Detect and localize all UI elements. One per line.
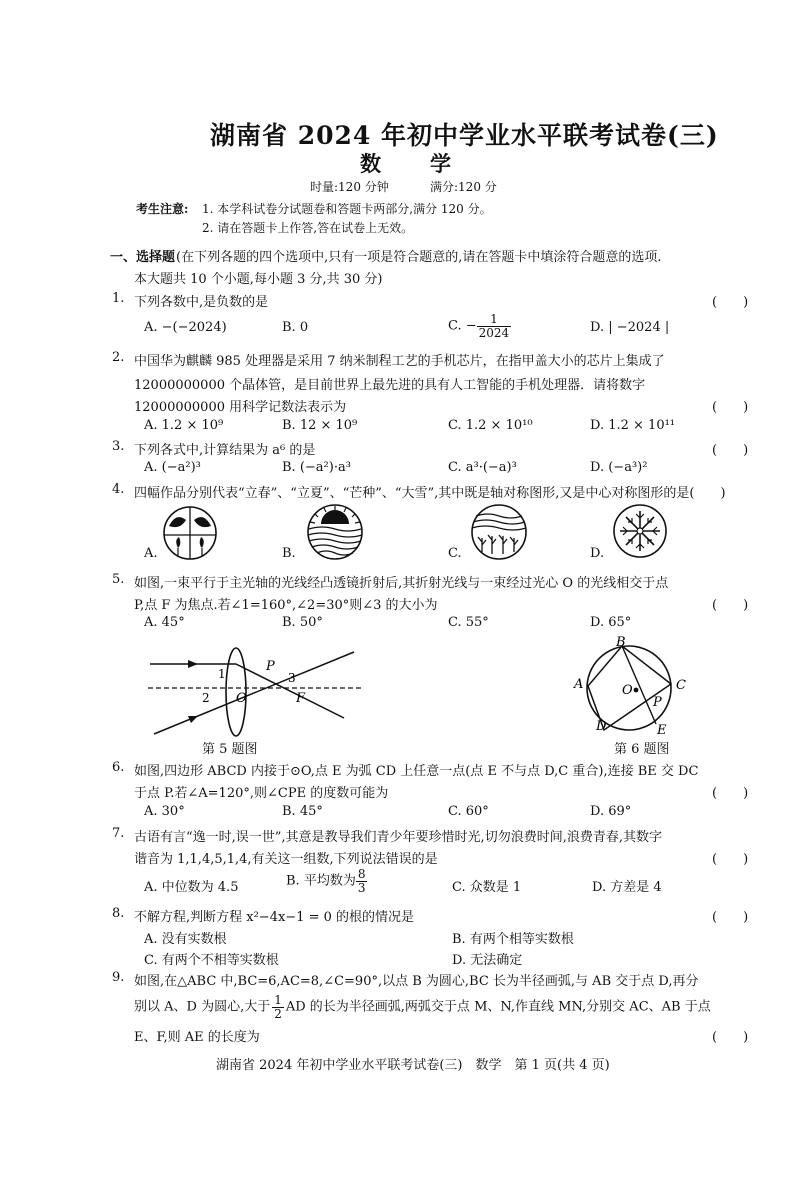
answer-bracket: ( ): [712, 598, 749, 613]
option-b: B. 45°: [282, 804, 323, 819]
option-a: A.: [144, 546, 158, 561]
fraction: [272, 994, 284, 1020]
answer-bracket: ( ): [712, 443, 749, 458]
question-number: 8.: [112, 906, 125, 921]
option-b: [286, 868, 367, 894]
angle-2-label: 2: [202, 691, 210, 705]
option-d: D. | −2024 |: [590, 320, 670, 335]
fraction-numerator: 1: [477, 313, 512, 327]
question-line: 谐音为 1,1,4,5,1,4,有关这一组数,下列说法错误的是: [134, 852, 438, 867]
figure-lichun: [160, 504, 220, 562]
figure-circle-diagram: [566, 634, 696, 738]
question-stem: 不解方程,判断方程 x²−4x−1 = 0 的根的情况是: [134, 910, 415, 925]
figure-lixia: [304, 502, 366, 562]
answer-bracket: ( ): [712, 295, 749, 310]
question-number: 9.: [112, 970, 125, 985]
question-line: 如图,一束平行于主光轴的光线经凸透镜折射后,其折射光线与一束经过光心 O 的光线相交于点: [134, 576, 669, 591]
answer-bracket: ( ): [712, 910, 749, 925]
figure-daxue: [610, 502, 670, 560]
page-title: 湖南省 2024 年初中学业水平联考试卷(三): [210, 121, 719, 150]
question-stem: 四幅作品分别代表“立春”、“立夏”、“芒种”、“大雪”,其中既是轴对称图形,又是中心对称图形的是( ): [134, 486, 726, 501]
option-c: [448, 313, 511, 339]
fraction: [356, 868, 368, 894]
figure-lens-diagram: [144, 640, 368, 740]
answer-bracket: ( ): [712, 1030, 749, 1045]
question-number: 4.: [112, 482, 125, 497]
exam-score: 满分:120 分: [430, 180, 497, 194]
option-b: B. (−a²)·a³: [282, 460, 351, 475]
option-d: D. 1.2 × 10¹¹: [590, 418, 676, 433]
option-d: D. 65°: [590, 615, 632, 630]
question-line: 12000000000 用科学记数法表示为: [134, 400, 347, 415]
subject-title: 数 学: [360, 151, 465, 176]
point-e-label: E: [657, 723, 667, 738]
page-footer: 湖南省 2024 年初中学业水平联考试卷(三) 数学 第 1 页(共 4 页): [216, 1058, 610, 1073]
point-o-label: O: [622, 683, 633, 698]
question-line: P,点 F 为焦点.若∠1=160°,∠2=30°则∠3 的大小为: [134, 598, 438, 613]
fraction: [477, 313, 512, 339]
option-d: D. 无法确定: [452, 953, 523, 968]
option-c: C. 众数是 1: [452, 880, 522, 895]
point-c-label: C: [676, 678, 686, 693]
fraction-denominator: 2024: [478, 325, 510, 340]
section-heading: 一、选择题: [110, 250, 176, 265]
option-a: A. (−a²)³: [144, 460, 201, 475]
point-p-label: P: [266, 659, 275, 674]
section-description-2: 本大题共 10 个小题,每小题 3 分,共 30 分): [134, 272, 383, 287]
figure-mangzhong: [468, 502, 530, 562]
option-b: B.: [282, 546, 296, 561]
question-text: AD 的长为半径画弧,两弧交于点 M、N,作直线 MN,分别交 AC、AB 于点: [285, 999, 711, 1015]
question-line: 中国华为麒麟 985 处理器是采用 7 纳米制程工艺的手机芯片，在指甲盖大小的芯片上集成了: [134, 354, 665, 369]
point-b-label: B: [616, 635, 626, 650]
question-number: 6.: [112, 760, 125, 775]
answer-bracket: ( ): [712, 400, 749, 415]
option-c: C. 55°: [448, 615, 489, 630]
question-line: E、F,则 AE 的长度为: [134, 1030, 260, 1045]
fraction-denominator: 3: [357, 880, 366, 895]
point-f-label: F: [296, 691, 306, 706]
question-line: 如图,在△ABC 中,BC=6,AC=8,∠C=90°,以点 B 为圆心,BC 长为半径画弧,与 AB 交于点 D,再分: [134, 974, 699, 989]
option-c: C.: [448, 546, 462, 561]
point-p-label: P: [653, 695, 662, 710]
question-stem: 下列各数中,是负数的是: [134, 295, 269, 310]
question-line: 如图,四边形 ABCD 内接于⊙O,点 E 为弧 CD 上任意一点(点 E 不与点 D,C 重合),连接 BE 交 DC: [134, 764, 699, 779]
fraction-denominator: 2: [274, 1006, 282, 1021]
question-number: 7.: [112, 826, 125, 841]
question-line: 12000000000 个晶体管，是目前世界上最先进的具有人工智能的手机处理器．请将数字: [134, 378, 646, 393]
option-b: B. 有两个相等实数根: [452, 932, 574, 947]
point-o-label: O: [236, 691, 247, 706]
option-d: D. 69°: [590, 804, 632, 819]
option-c: C. 1.2 × 10¹⁰: [448, 418, 533, 433]
question-stem: 下列各式中,计算结果为 a⁶ 的是: [134, 443, 316, 458]
option-d: D. 方差是 4: [592, 880, 662, 895]
option-a: A. 中位数为 4.5: [144, 880, 239, 895]
question-line: [134, 994, 711, 1020]
option-b: B. 50°: [282, 615, 323, 630]
option-c: C. 有两个不相等实数根: [144, 953, 279, 968]
fraction-numerator: 8: [357, 867, 366, 881]
figure-5-caption: 第 5 题图: [202, 742, 258, 757]
question-number: 3.: [112, 439, 125, 454]
section-description-1: (在下列各题的四个选项中,只有一项是符合题意的,请在答题卡中填涂符合题意的选项.: [176, 250, 662, 265]
question-number: 1.: [112, 291, 125, 306]
option-a: A. 30°: [144, 804, 185, 819]
question-line: 于点 P.若∠A=120°,则∠CPE 的度数可能为: [134, 786, 389, 801]
option-a: A. 1.2 × 10⁹: [144, 418, 224, 433]
notice-label: 考生注意:: [136, 202, 189, 216]
figure-6-caption: 第 6 题图: [614, 742, 670, 757]
notice-item-1: 1. 本学科试卷分试题卷和答题卡两部分,满分 120 分。: [202, 202, 492, 216]
angle-3-label: 3: [288, 671, 296, 685]
point-a-label: A: [574, 677, 584, 692]
question-number: 2.: [112, 350, 125, 365]
question-line: 古语有言“逸一时,误一世”,其意是教导我们青少年要珍惜时光,切勿浪费时间,浪费青春,其数字: [134, 830, 662, 845]
question-number: 5.: [112, 572, 125, 587]
angle-1-label: 1: [218, 667, 226, 681]
exam-time: 时量:120 分钟: [310, 180, 389, 194]
option-c-prefix: C. −: [448, 318, 477, 334]
option-c: C. a³·(−a)³: [448, 460, 517, 475]
question-text: 别以 A、D 为圆心,大于: [134, 999, 271, 1015]
option-d: D. (−a³)²: [590, 460, 648, 475]
option-c: C. 60°: [448, 804, 489, 819]
option-b: B. 12 × 10⁹: [282, 418, 358, 433]
option-d: D.: [590, 546, 605, 561]
option-a: A. 没有实数根: [144, 932, 227, 947]
option-b-prefix: B. 平均数为: [286, 873, 356, 889]
answer-bracket: ( ): [712, 852, 749, 867]
option-a: A. 45°: [144, 615, 185, 630]
notice-item-2: 2. 请在答题卡上作答,答在试卷上无效。: [202, 221, 414, 235]
option-a: A. −(−2024): [144, 320, 227, 335]
fraction-numerator: 1: [274, 993, 282, 1007]
answer-bracket: ( ): [712, 786, 749, 801]
point-d-label: D: [596, 719, 607, 734]
option-b: B. 0: [282, 320, 309, 335]
